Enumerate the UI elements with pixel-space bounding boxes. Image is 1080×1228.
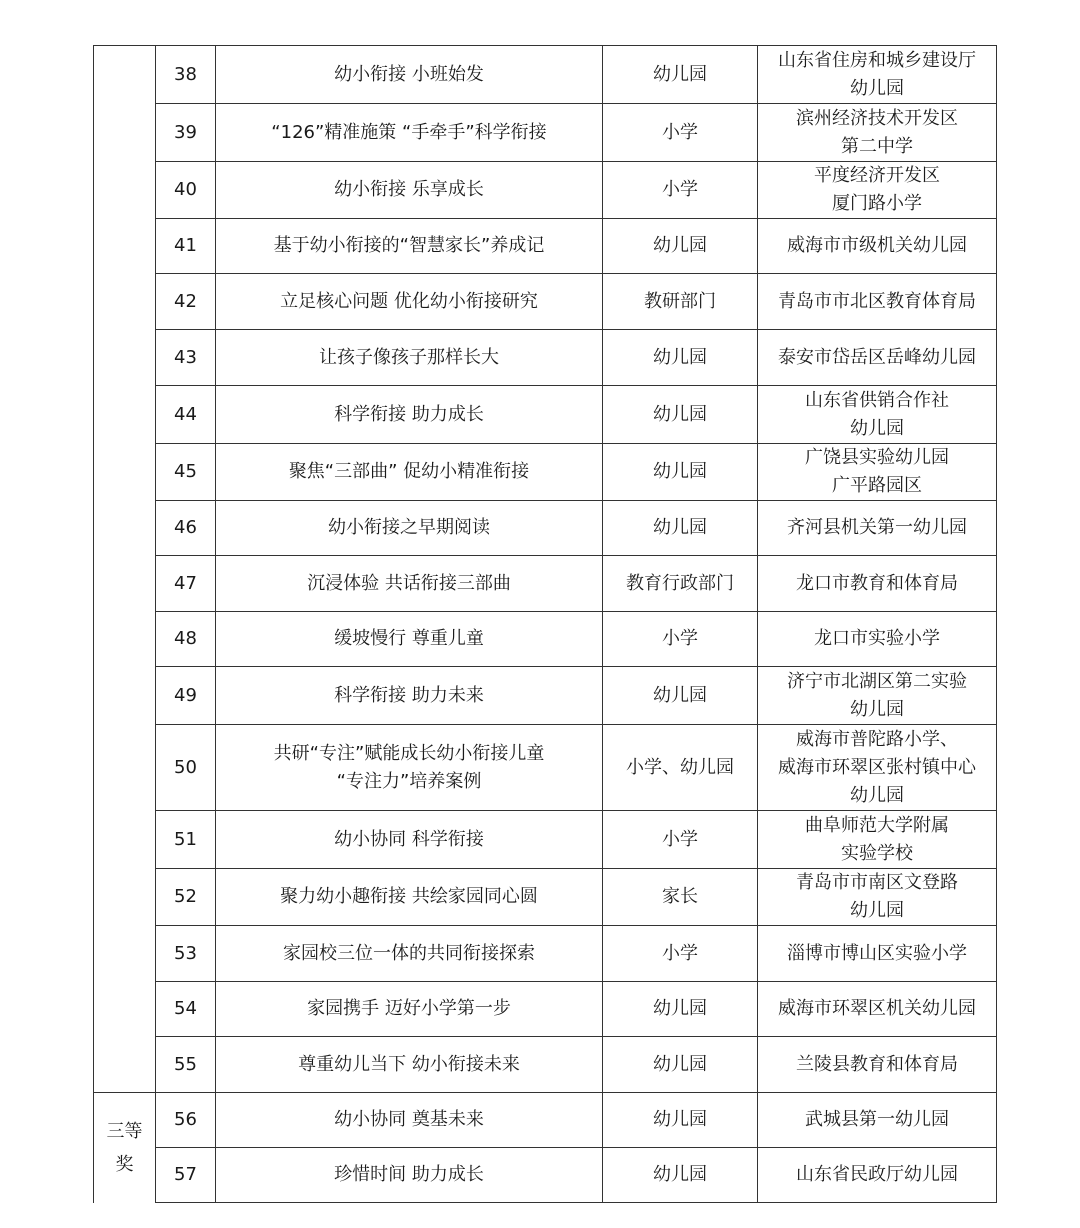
case-title: 幼小衔接 乐享成长 xyxy=(216,162,603,219)
unit-category: 幼儿园 xyxy=(603,386,758,444)
row-number: 46 xyxy=(156,501,216,556)
case-title: 共研“专注”赋能成长幼小衔接儿童 “专注力”培养案例 xyxy=(216,725,603,811)
case-title: 聚力幼小趣衔接 共绘家园同心圆 xyxy=(216,869,603,926)
row-number: 41 xyxy=(156,219,216,274)
table-row xyxy=(94,274,997,330)
unit-category: 小学 xyxy=(603,811,758,869)
prize-level-cell xyxy=(94,46,156,1093)
row-number: 42 xyxy=(156,274,216,330)
row-number: 50 xyxy=(156,725,216,811)
table-row xyxy=(94,926,997,982)
unit-category: 幼儿园 xyxy=(603,1093,758,1148)
unit-category: 幼儿园 xyxy=(603,46,758,104)
unit-category: 小学 xyxy=(603,926,758,982)
case-title: 科学衔接 助力成长 xyxy=(216,386,603,444)
table-row xyxy=(94,1148,997,1203)
row-number: 56 xyxy=(156,1093,216,1148)
unit-category: 幼儿园 xyxy=(603,1037,758,1093)
unit-name: 广饶县实验幼儿园 广平路园区 xyxy=(758,444,997,501)
unit-category: 幼儿园 xyxy=(603,444,758,501)
table-row xyxy=(94,444,997,501)
unit-name: 山东省供销合作社 幼儿园 xyxy=(758,386,997,444)
row-number: 49 xyxy=(156,667,216,725)
row-number: 51 xyxy=(156,811,216,869)
unit-name: 淄博市博山区实验小学 xyxy=(758,926,997,982)
row-number: 57 xyxy=(156,1148,216,1203)
unit-category: 幼儿园 xyxy=(603,982,758,1037)
table-row xyxy=(94,386,997,444)
case-title: 家园携手 迈好小学第一步 xyxy=(216,982,603,1037)
case-title: “126”精准施策 “手牵手”科学衔接 xyxy=(216,104,603,162)
case-title: 科学衔接 助力未来 xyxy=(216,667,603,725)
row-number: 47 xyxy=(156,556,216,612)
row-number: 40 xyxy=(156,162,216,219)
unit-category: 小学、幼儿园 xyxy=(603,725,758,811)
row-number: 52 xyxy=(156,869,216,926)
case-title: 幼小衔接之早期阅读 xyxy=(216,501,603,556)
case-title: 聚焦“三部曲” 促幼小精准衔接 xyxy=(216,444,603,501)
case-title: 家园校三位一体的共同衔接探索 xyxy=(216,926,603,982)
unit-category: 家长 xyxy=(603,869,758,926)
unit-name: 青岛市市南区文登路 幼儿园 xyxy=(758,869,997,926)
case-title: 基于幼小衔接的“智慧家长”养成记 xyxy=(216,219,603,274)
unit-name: 济宁市北湖区第二实验 幼儿园 xyxy=(758,667,997,725)
case-title: 尊重幼儿当下 幼小衔接未来 xyxy=(216,1037,603,1093)
unit-name: 曲阜师范大学附属 实验学校 xyxy=(758,811,997,869)
unit-name: 山东省住房和城乡建设厅 幼儿园 xyxy=(758,46,997,104)
case-title: 珍惜时间 助力成长 xyxy=(216,1148,603,1203)
case-title: 幼小协同 科学衔接 xyxy=(216,811,603,869)
row-number: 44 xyxy=(156,386,216,444)
table-row xyxy=(94,556,997,612)
row-number: 43 xyxy=(156,330,216,386)
case-title: 沉浸体验 共话衔接三部曲 xyxy=(216,556,603,612)
unit-name: 武城县第一幼儿园 xyxy=(758,1093,997,1148)
row-number: 39 xyxy=(156,104,216,162)
unit-name: 威海市市级机关幼儿园 xyxy=(758,219,997,274)
unit-name: 青岛市市北区教育体育局 xyxy=(758,274,997,330)
unit-category: 小学 xyxy=(603,104,758,162)
unit-name: 齐河县机关第一幼儿园 xyxy=(758,501,997,556)
unit-name: 威海市普陀路小学、 威海市环翠区张村镇中心 幼儿园 xyxy=(758,725,997,811)
unit-category: 小学 xyxy=(603,612,758,667)
unit-category: 幼儿园 xyxy=(603,1148,758,1203)
case-title: 缓坡慢行 尊重儿童 xyxy=(216,612,603,667)
unit-name: 兰陵县教育和体育局 xyxy=(758,1037,997,1093)
unit-name: 滨州经济技术开发区 第二中学 xyxy=(758,104,997,162)
table-row xyxy=(94,725,997,811)
case-title: 让孩子像孩子那样长大 xyxy=(216,330,603,386)
table-row xyxy=(94,104,997,162)
table-row xyxy=(94,219,997,274)
case-title: 幼小协同 奠基未来 xyxy=(216,1093,603,1148)
row-number: 45 xyxy=(156,444,216,501)
unit-category: 幼儿园 xyxy=(603,667,758,725)
row-number: 54 xyxy=(156,982,216,1037)
row-number: 55 xyxy=(156,1037,216,1093)
unit-name: 泰安市岱岳区岳峰幼儿园 xyxy=(758,330,997,386)
unit-category: 幼儿园 xyxy=(603,330,758,386)
unit-category: 幼儿园 xyxy=(603,501,758,556)
row-number: 48 xyxy=(156,612,216,667)
unit-category: 教研部门 xyxy=(603,274,758,330)
unit-category: 教育行政部门 xyxy=(603,556,758,612)
table-row xyxy=(94,330,997,386)
unit-name: 威海市环翠区机关幼儿园 xyxy=(758,982,997,1037)
table-row xyxy=(94,46,997,104)
table-row xyxy=(94,667,997,725)
award-table xyxy=(93,45,997,1203)
row-number: 38 xyxy=(156,46,216,104)
table-row xyxy=(94,612,997,667)
table-row xyxy=(94,811,997,869)
table-row xyxy=(94,162,997,219)
table-row xyxy=(94,1093,997,1148)
case-title: 幼小衔接 小班始发 xyxy=(216,46,603,104)
table-row xyxy=(94,869,997,926)
table-row xyxy=(94,1037,997,1093)
row-number: 53 xyxy=(156,926,216,982)
unit-name: 山东省民政厅幼儿园 xyxy=(758,1148,997,1203)
prize-level-cell: 三等 奖 xyxy=(94,1093,156,1203)
unit-name: 龙口市实验小学 xyxy=(758,612,997,667)
unit-name: 平度经济开发区 厦门路小学 xyxy=(758,162,997,219)
table-row xyxy=(94,501,997,556)
table-row xyxy=(94,982,997,1037)
unit-name: 龙口市教育和体育局 xyxy=(758,556,997,612)
unit-category: 小学 xyxy=(603,162,758,219)
unit-category: 幼儿园 xyxy=(603,219,758,274)
case-title: 立足核心问题 优化幼小衔接研究 xyxy=(216,274,603,330)
